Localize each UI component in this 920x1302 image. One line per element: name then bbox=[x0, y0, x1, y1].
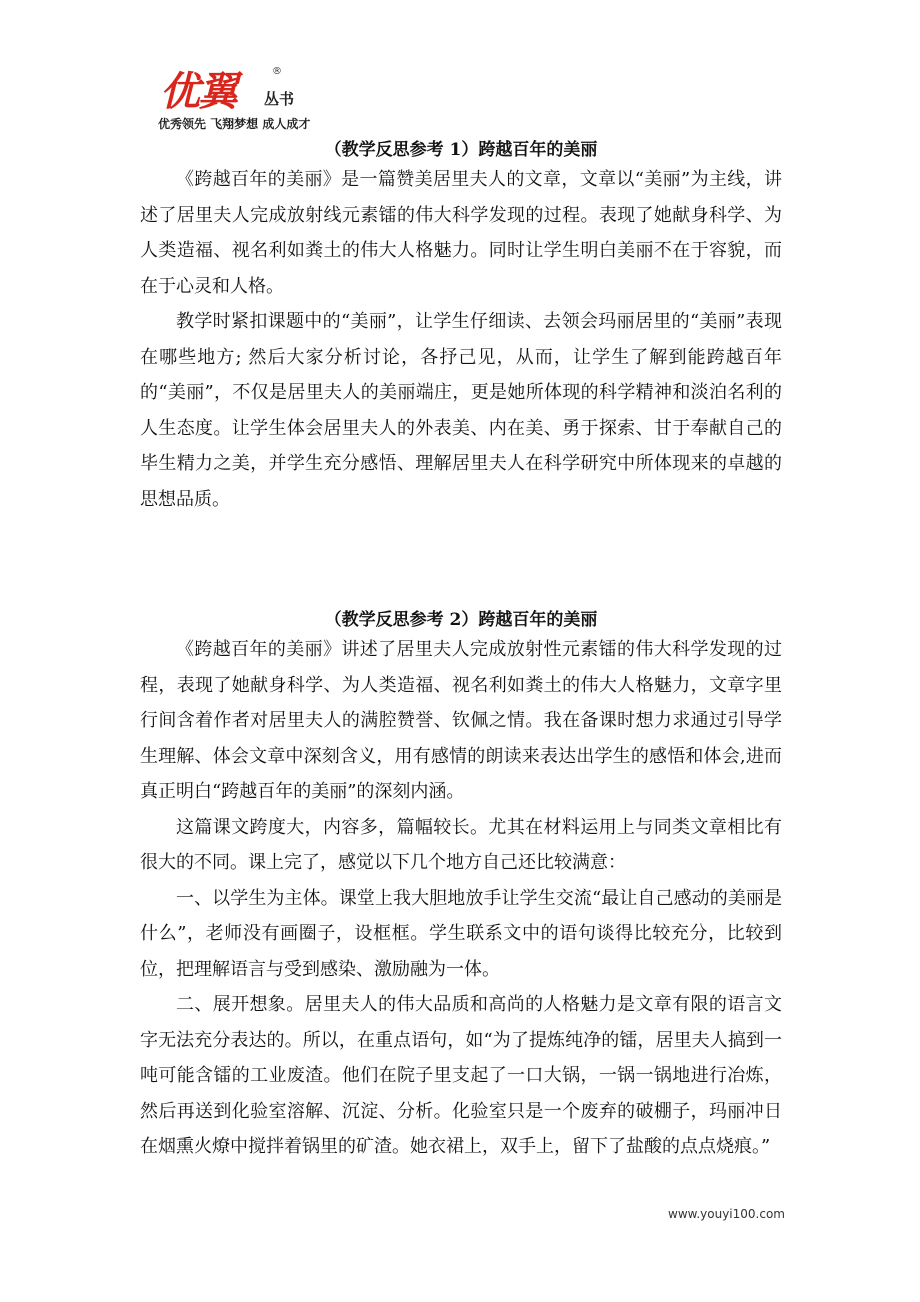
paragraph: 《跨越百年的美丽》讲述了居里夫人完成放射性元素镭的伟大科学发现的过程，表现了她献身科学、为人类造福、视名利如粪土的伟大人格魅力，文章字里行间含着作者对居里夫人的满腔赞誉、钦佩之情。我在备课时想力求通过引导学生理解、体会文章中深刻含义，用有感情的朗读来表达出学生的感悟和体会,进而真正明白“跨越百年的美丽”的深刻内涵。 bbox=[140, 639, 782, 802]
registered-mark: ® bbox=[272, 66, 282, 77]
paragraph: 一、以学生为主体。课堂上我大胆地放手让学生交流“最让自己感动的美丽是什么”，老师没有画圈子，设框框。学生联系文中的语句谈得比较充分，比较到位，把理解语言与受到感染、激励融为一体。 bbox=[140, 887, 782, 980]
logo-tagline: 优秀领先 飞翔梦想 成人成才 bbox=[158, 117, 311, 131]
section-title: （教学反思参考 1）跨越百年的美丽 bbox=[324, 140, 598, 160]
paragraph: 《跨越百年的美丽》是一篇赞美居里夫人的文章，文章以“美丽”为主线，讲述了居里夫人完成放射线元素镭的伟大科学发现的过程。表现了她献身科学、为人类造福、视名利如粪土的伟大人格魅力。同时让学生明白美丽不在于容貌，而在于心灵和人格。 bbox=[140, 169, 782, 297]
section-title: （教学反思参考 2）跨越百年的美丽 bbox=[324, 610, 598, 630]
paragraph: 教学时紧扣课题中的“美丽”，让学生仔细读、去领会玛丽居里的“美丽”表现在哪些地方; 然后大家分析讨论，各抒己见，从而，让学生了解到能跨越百年的“美丽”，不仅是居里夫人的美丽端庄，更是她所体现的科学精神和淡泊名利的人生态度。让学生体会居里夫人的外表美、内在美、勇于探索、甘于奉献自己的毕生精力之美，并学生充分感悟、理解居里夫人在科学研究中所体现来的卓越的思想品质。 bbox=[140, 311, 782, 510]
section-2 bbox=[140, 608, 782, 1165]
footer-url: www.youyi100.com bbox=[668, 1207, 785, 1221]
publisher-logo bbox=[158, 64, 358, 134]
paragraph: 这篇课文跨度大，内容多，篇幅较长。尤其在材料运用上与同类文章相比有很大的不同。课上完了，感觉以下几个地方自己还比较满意： bbox=[140, 816, 782, 873]
logo-series-label: 丛书 bbox=[264, 90, 295, 108]
section-1 bbox=[140, 138, 782, 517]
paragraph: 二、展开想象。居里夫人的伟大品质和高尚的人格魅力是文章有限的语言文字无法充分表达的。所以，在重点语句，如“为了提炼纯净的镭，居里夫人搞到一吨可能含镭的工业废渣。他们在院子里支起了一口大锅，一锅一锅地进行冶炼，然后再送到化验室溶解、沉淀、分析。化验室只是一个废弃的破棚子，玛丽冲日在烟熏火燎中搅拌着锅里的矿渣。她衣裙上，双手上，留下了盐酸的点点烧痕。” bbox=[140, 994, 782, 1157]
logo-wordmark: 优翼 bbox=[160, 69, 236, 115]
